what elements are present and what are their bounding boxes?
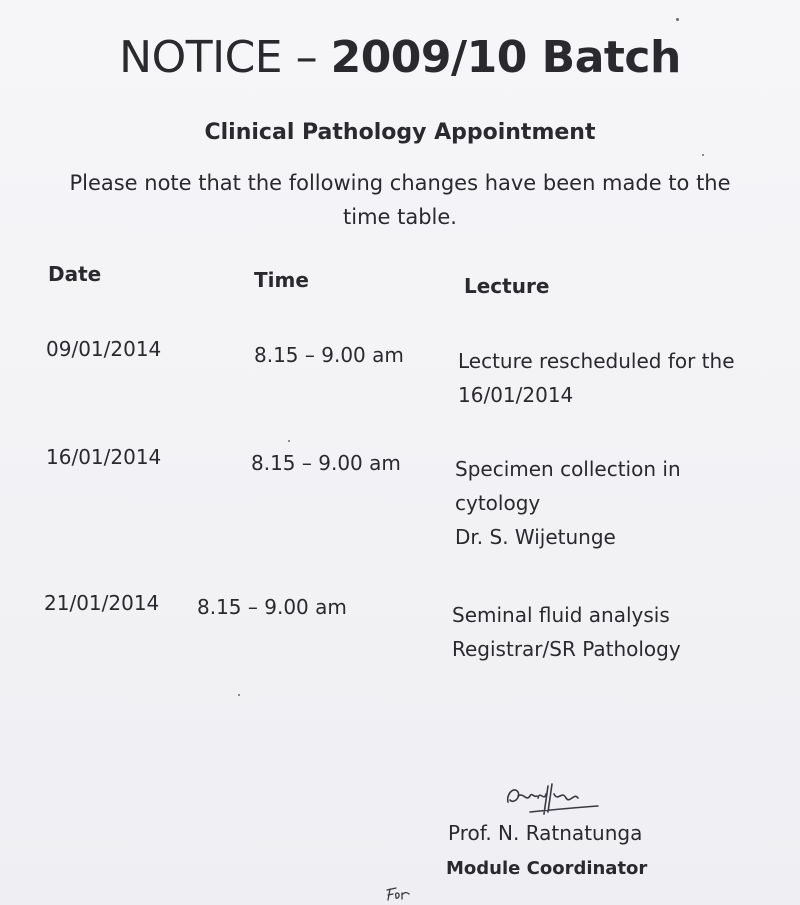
row-date: 16/01/2014 <box>46 445 162 469</box>
intro-line: Please note that the following changes have been made to the <box>69 171 731 195</box>
row-lecture <box>455 452 681 554</box>
scan-speck <box>676 18 679 21</box>
handwritten-note <box>384 884 414 904</box>
lecture-line: Registrar/SR Pathology <box>452 637 681 661</box>
notice-title <box>0 28 800 88</box>
notice-intro <box>60 166 740 234</box>
lecture-line: Specimen collection in <box>455 457 681 481</box>
row-lecture <box>452 598 681 666</box>
notice-title-batch: 2009/10 Batch <box>330 32 681 83</box>
scan-speck <box>238 694 240 696</box>
row-lecture <box>458 344 735 412</box>
lecture-line: Dr. S. Wijetunge <box>455 525 616 549</box>
row-time: 8.15 – 9.00 am <box>254 343 404 367</box>
scan-speck <box>702 154 704 156</box>
column-header-lecture: Lecture <box>464 274 550 298</box>
signature-mark <box>500 776 600 820</box>
lecture-line: 16/01/2014 <box>458 383 574 407</box>
row-time: 8.15 – 9.00 am <box>251 451 401 475</box>
lecture-line: Seminal fluid analysis <box>452 603 670 627</box>
row-date: 09/01/2014 <box>46 337 162 361</box>
signatory-role: Module Coordinator <box>446 858 648 879</box>
signatory-name: Prof. N. Ratnatunga <box>448 821 643 845</box>
notice-title-prefix: NOTICE – <box>119 32 331 83</box>
intro-line: time table. <box>343 205 457 229</box>
row-date: 21/01/2014 <box>44 591 160 615</box>
scan-speck <box>288 440 290 442</box>
row-time: 8.15 – 9.00 am <box>197 595 347 619</box>
lecture-line: Lecture rescheduled for the <box>458 349 735 373</box>
column-header-date: Date <box>48 262 102 286</box>
notice-subtitle: Clinical Pathology Appointment <box>204 120 596 145</box>
column-header-time: Time <box>254 268 309 292</box>
lecture-line: cytology <box>455 491 541 515</box>
